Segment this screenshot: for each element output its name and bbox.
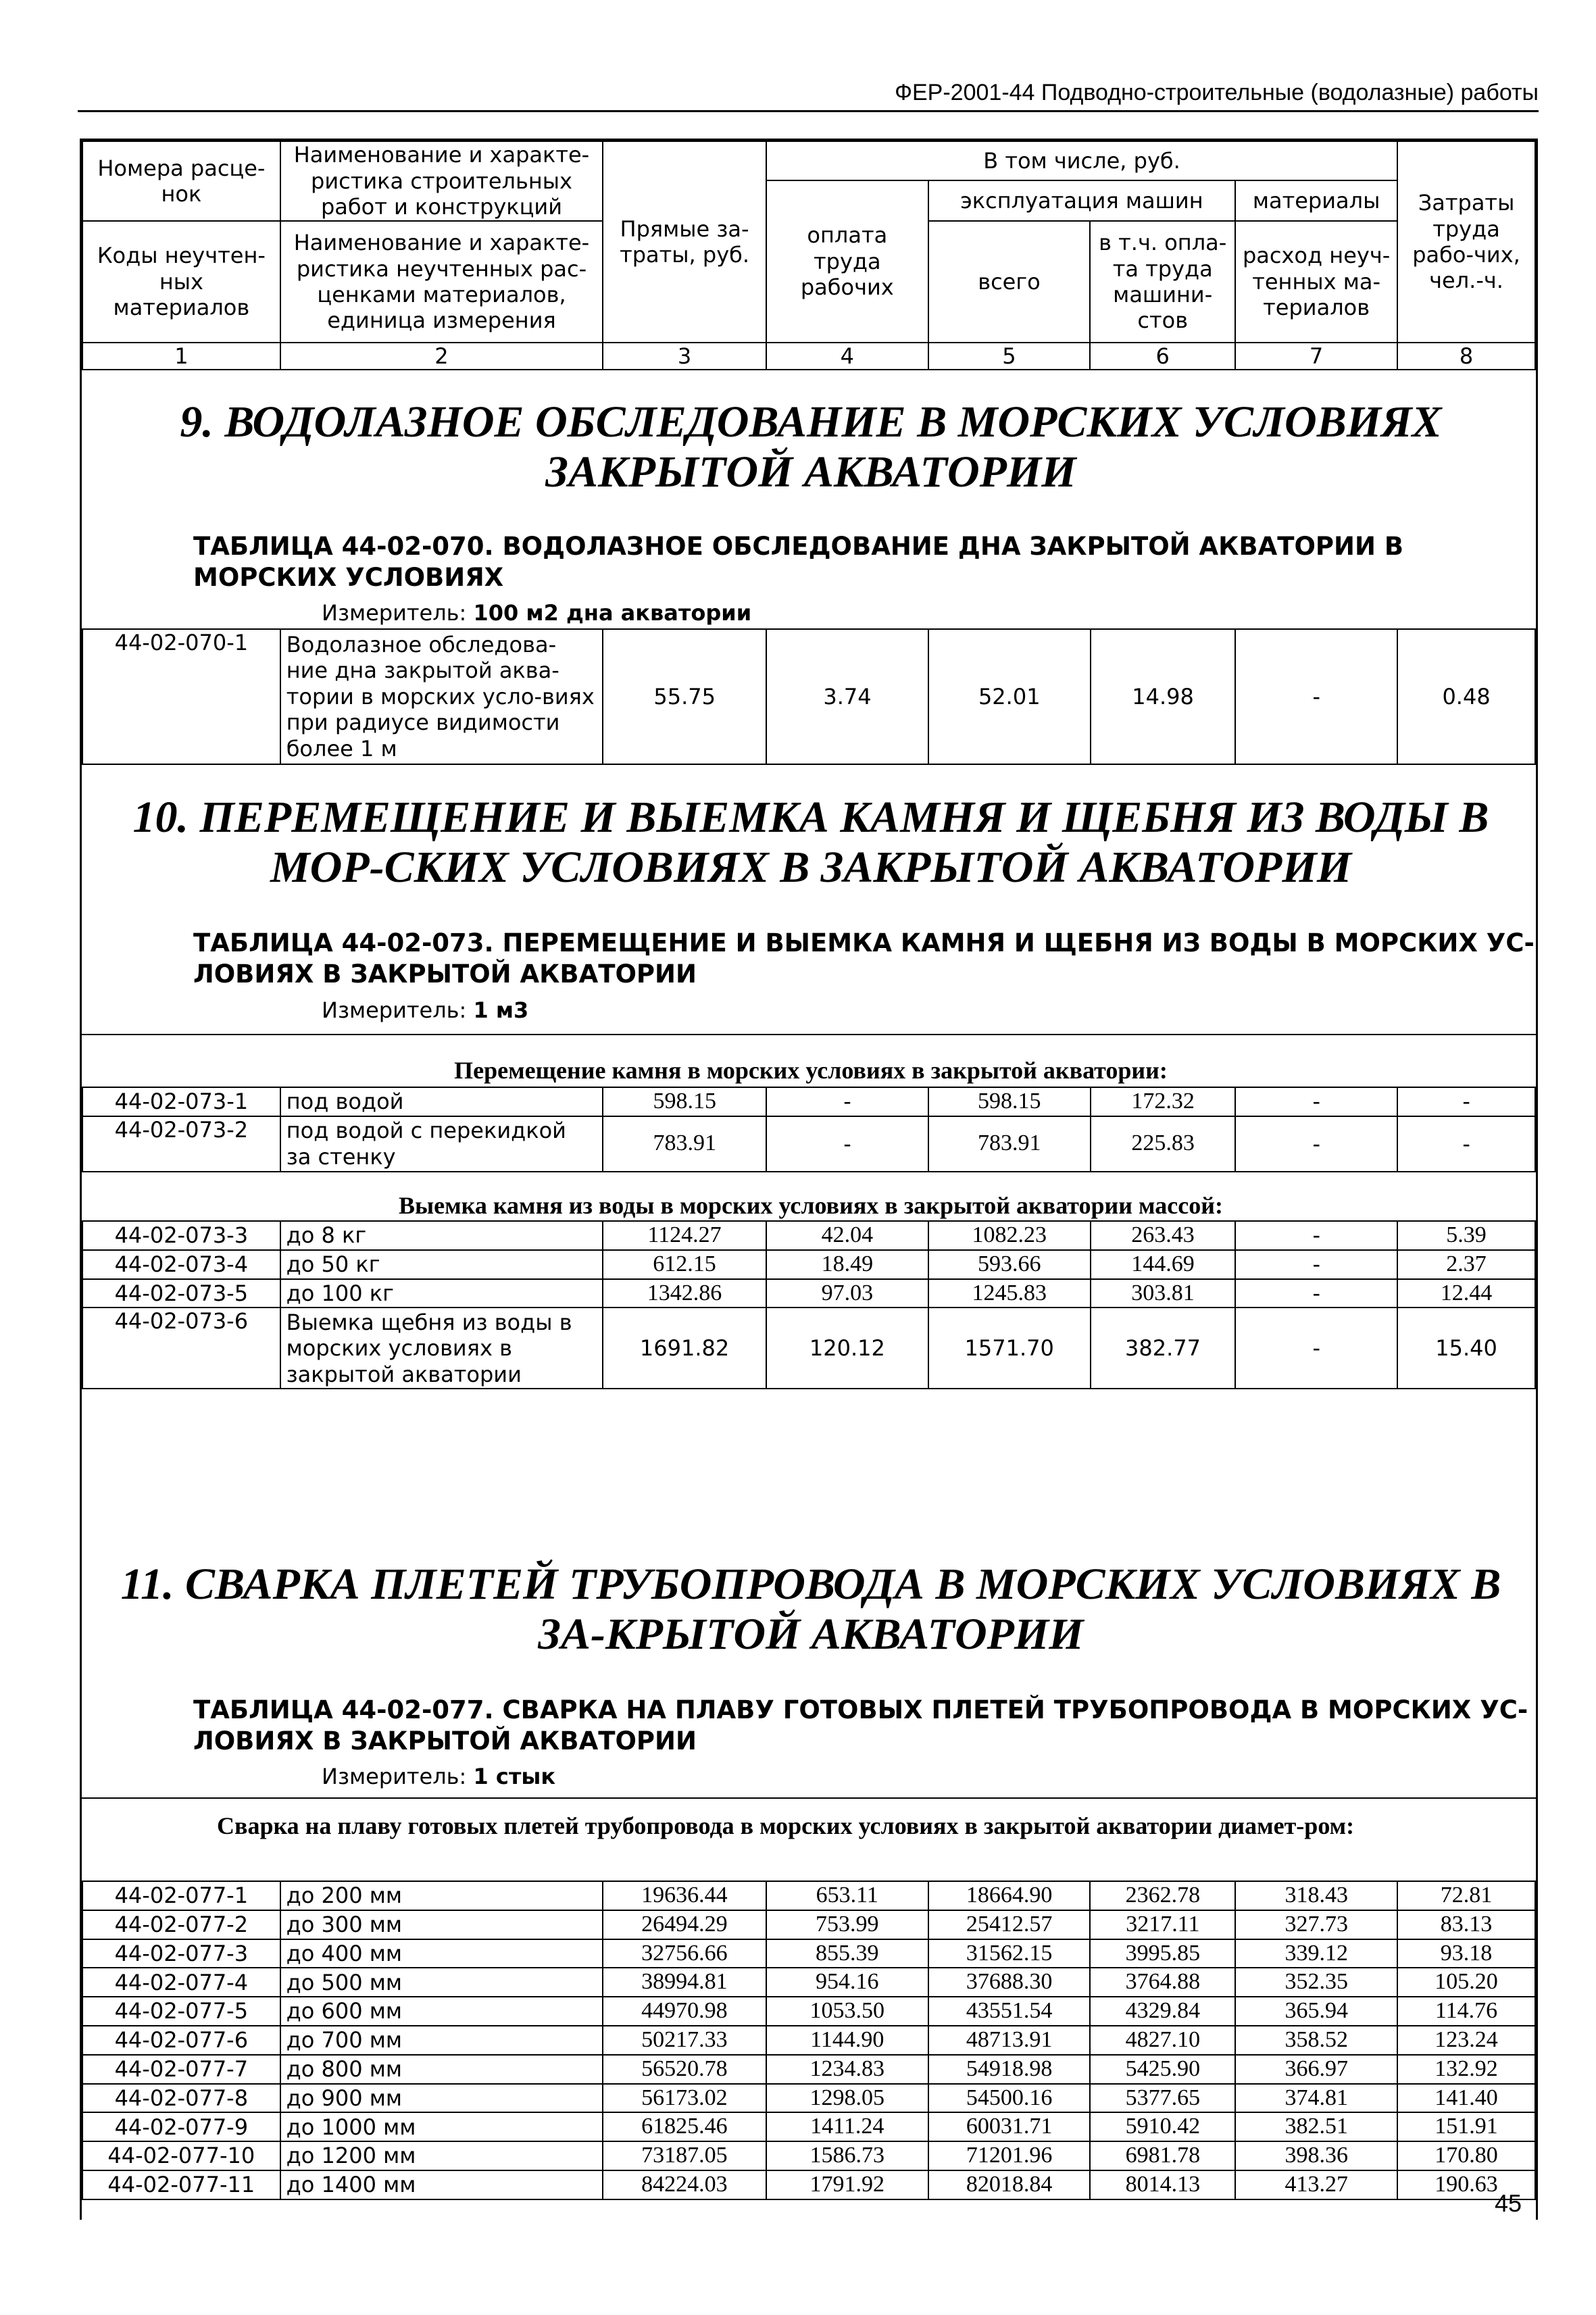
table-row: 44-02-077-11 до 1400 мм 84224.03 1791.92 82018.84 8014.13 413.27 190.63 bbox=[82, 2170, 1535, 2199]
table-row: 44-02-073-3 до 8 кг 1124.27 42.04 1082.23 263.43 - 5.39 bbox=[82, 1221, 1535, 1250]
table-row: 44-02-077-4 до 500 мм 38994.81 954.16 37688.30 3764.88 352.35 105.20 bbox=[82, 1968, 1535, 1997]
table-row: 44-02-073-6 Выемка щебня из воды в морских условиях в закрытой акватории 1691.82 120.12 1571.70 382.77 - 15.40 bbox=[82, 1308, 1535, 1389]
header-work-name: Наименование и характе-ристика строительных работ и конструкций bbox=[280, 141, 603, 221]
header-direct-costs: Прямые за-траты, руб. bbox=[603, 141, 766, 343]
header-material-name: Наименование и характе-ристика неучтенных рас-ценками материалов, единица измерения bbox=[280, 221, 603, 343]
table-row: 44-02-077-6 до 700 мм 50217.33 1144.90 48713.91 4827.10 358.52 123.24 bbox=[82, 2026, 1535, 2055]
weld-rows bbox=[82, 1881, 1535, 2199]
table-row: 44-02-077-7 до 800 мм 56520.78 1234.83 54918.98 5425.90 366.97 132.92 bbox=[82, 2055, 1535, 2084]
header-material-use: расход неуч-тенных ма-териалов bbox=[1235, 221, 1397, 343]
header-machinist-pay: в т.ч. опла-та труда машини-стов bbox=[1090, 221, 1235, 343]
group-pipe-welding: Сварка на плаву готовых плетей трубопровода в морских условиях в закрытой акватории диамет-ром: bbox=[217, 1812, 1355, 1839]
table-44-02-073-part-2 bbox=[82, 1220, 1536, 1389]
header-material-codes: Коды неучтен-ных материалов bbox=[82, 221, 280, 343]
unit-44-02-070: Измеритель: 100 м2 дна акватории bbox=[322, 600, 752, 626]
table-row: 44-02-077-5 до 600 мм 44970.98 1053.50 43551.54 4329.84 365.94 114.76 bbox=[82, 1997, 1535, 2026]
rule-above-group bbox=[82, 1797, 1536, 1799]
header-machine-operation: эксплуатация машин bbox=[928, 180, 1235, 221]
section-11-title: 11. СВАРКА ПЛЕТЕЙ ТРУБОПРОВОДА В МОРСКИХ УСЛОВИЯХ В ЗА-КРЫТОЙ АКВАТОРИИ bbox=[120, 1560, 1501, 1659]
rule-above-group bbox=[82, 1034, 1536, 1035]
section-10-title: 10. ПЕРЕМЕЩЕНИЕ И ВЫЕМКА КАМНЯ И ЩЕБНЯ ИЗ ВОДЫ В МОР-СКИХ УСЛОВИЯХ В ЗАКРЫТОЙ АКВАТОРИИ bbox=[132, 793, 1489, 892]
table-44-02-070 bbox=[82, 628, 1536, 765]
header-machine-total: всего bbox=[928, 221, 1091, 343]
page-frame bbox=[80, 139, 1538, 2220]
table-row: 44-02-073-5 до 100 кг 1342.86 97.03 1245.83 303.81 - 12.44 bbox=[82, 1279, 1535, 1308]
table-row: 44-02-077-2 до 300 мм 26494.29 753.99 25412.57 3217.11 327.73 83.13 bbox=[82, 1910, 1535, 1939]
table-44-02-077-title: ТАБЛИЦА 44-02-077. СВАРКА НА ПЛАВУ ГОТОВЫХ ПЛЕТЕЙ ТРУБОПРОВОДА В МОРСКИХ УС-ЛОВИЯХ В ЗАКРЫТОЙ АКВАТОРИИ bbox=[193, 1695, 1528, 1756]
table-row: 44-02-073-1 под водой 598.15 - 598.15 172.32 - - bbox=[82, 1087, 1535, 1116]
header-rate-numbers: Номера расце-нок bbox=[82, 141, 280, 221]
section-9-title: 9. ВОДОЛАЗНОЕ ОБСЛЕДОВАНИЕ В МОРСКИХ УСЛОВИЯХ ЗАКРЫТОЙ АКВАТОРИИ bbox=[180, 397, 1442, 497]
group-stone-removal: Выемка камня из воды в морских условиях в закрытой акватории массой: bbox=[399, 1192, 1223, 1219]
table-row: 44-02-077-9 до 1000 мм 61825.46 1411.24 60031.71 5910.42 382.51 151.91 bbox=[82, 2112, 1535, 2141]
column-number-row: 1 2 3 4 5 6 7 8 bbox=[82, 343, 1535, 370]
table-44-02-073-part-1 bbox=[82, 1087, 1536, 1172]
table-44-02-077 bbox=[82, 1881, 1536, 2200]
table-row: 44-02-077-8 до 900 мм 56173.02 1298.05 54500.16 5377.65 374.81 141.40 bbox=[82, 2084, 1535, 2113]
column-header-table bbox=[82, 141, 1536, 370]
running-header: ФЕР-2001-44 Подводно-строительные (водолазные) работы bbox=[78, 80, 1539, 112]
table-row: 44-02-073-2 под водой с перекидкой за стенку 783.91 - 783.91 225.83 - - bbox=[82, 1116, 1535, 1172]
header-worker-pay: оплата труда рабочих bbox=[766, 180, 928, 343]
table-row: 44-02-077-10 до 1200 мм 73187.05 1586.73 71201.96 6981.78 398.36 170.80 bbox=[82, 2141, 1535, 2170]
table-44-02-073-title: ТАБЛИЦА 44-02-073. ПЕРЕМЕЩЕНИЕ И ВЫЕМКА КАМНЯ И ЩЕБНЯ ИЗ ВОДЫ В МОРСКИХ УС-ЛОВИЯХ В ЗАКРЫТОЙ АКВАТОРИИ bbox=[193, 928, 1535, 989]
table-44-02-070-title: ТАБЛИЦА 44-02-070. ВОДОЛАЗНОЕ ОБСЛЕДОВАНИЕ ДНА ЗАКРЫТОЙ АКВАТОРИИ В МОРСКИХ УСЛОВИЯХ bbox=[193, 532, 1404, 593]
unit-44-02-073: Измеритель: 1 м3 bbox=[322, 997, 529, 1023]
header-labor: Затраты труда рабо-чих, чел.-ч. bbox=[1397, 141, 1535, 343]
page-number: 45 bbox=[1494, 2189, 1522, 2217]
header-materials: материалы bbox=[1235, 180, 1397, 221]
unit-44-02-077: Измеритель: 1 стык bbox=[322, 1764, 556, 1789]
group-stone-moving: Перемещение камня в морских условиях в закрытой акватории: bbox=[454, 1057, 1168, 1084]
table-row: 44-02-077-3 до 400 мм 32756.66 855.39 31562.15 3995.85 339.12 93.18 bbox=[82, 1939, 1535, 1968]
table-row: 44-02-077-1 до 200 мм 19636.44 653.11 18664.90 2362.78 318.43 72.81 bbox=[82, 1881, 1535, 1910]
table-row: 44-02-070-1 Водолазное обследова-ние дна закрытой аква-тории в морских усло-виях при радиусе видимости более 1 м 55.75 3.74 52.01 14.98 - 0.48 bbox=[82, 629, 1535, 764]
header-including: В том числе, руб. bbox=[766, 141, 1397, 180]
table-row: 44-02-073-4 до 50 кг 612.15 18.49 593.66 144.69 - 2.37 bbox=[82, 1250, 1535, 1279]
